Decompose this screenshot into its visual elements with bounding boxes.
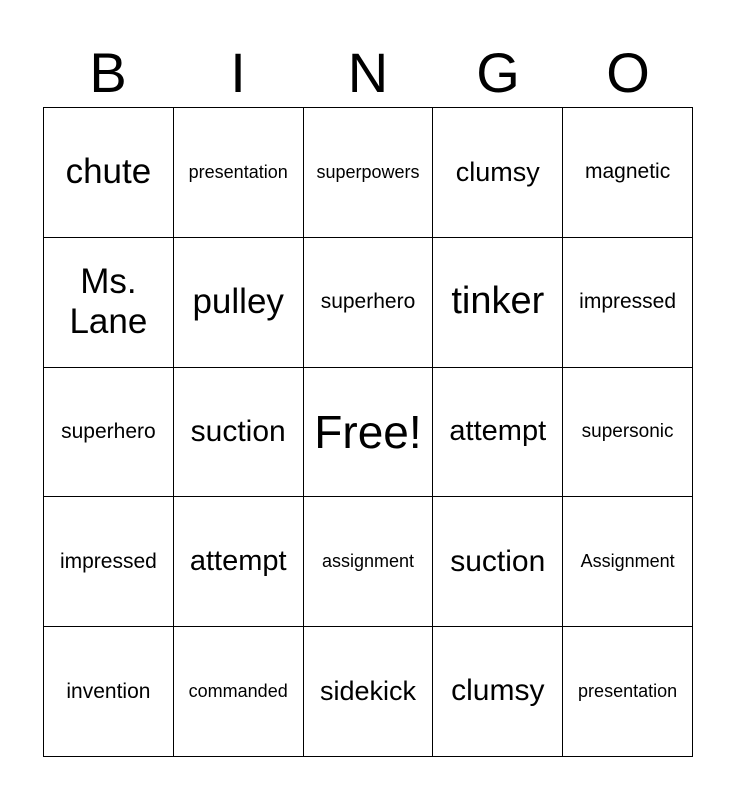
bingo-cell-r5-c5[interactable]: presentation <box>563 627 693 757</box>
bingo-cell-r1-c2[interactable]: presentation <box>174 108 304 238</box>
bingo-cell-r3-c5[interactable]: supersonic <box>563 368 693 498</box>
bingo-cell-r1-c3[interactable]: superpowers <box>304 108 434 238</box>
bingo-cell-r4-c2[interactable]: attempt <box>174 497 304 627</box>
bingo-cell-r4-c1[interactable]: impressed <box>44 497 174 627</box>
bingo-cell-r1-c1[interactable]: chute <box>44 108 174 238</box>
header-letter-g: G <box>476 41 520 104</box>
header-letter-i: I <box>230 41 246 104</box>
bingo-cell-r5-c1[interactable]: invention <box>44 627 174 757</box>
bingo-cell-r5-c2[interactable]: commanded <box>174 627 304 757</box>
bingo-cell-r3-c1[interactable]: superhero <box>44 368 174 498</box>
bingo-cell-r1-c5[interactable]: magnetic <box>563 108 693 238</box>
bingo-cell-r2-c1[interactable]: Ms. Lane <box>44 238 174 368</box>
bingo-cell-r4-c5[interactable]: Assignment <box>563 497 693 627</box>
bingo-cell-r1-c4[interactable]: clumsy <box>433 108 563 238</box>
bingo-cell-r3-c2[interactable]: suction <box>174 368 304 498</box>
bingo-cell-free[interactable]: Free! <box>304 368 434 498</box>
bingo-cell-r5-c3[interactable]: sidekick <box>304 627 434 757</box>
bingo-cell-r2-c5[interactable]: impressed <box>563 238 693 368</box>
bingo-cell-r3-c4[interactable]: attempt <box>433 368 563 498</box>
bingo-cell-r4-c4[interactable]: suction <box>433 497 563 627</box>
header-letter-o: O <box>606 41 650 104</box>
bingo-cell-r2-c3[interactable]: superhero <box>304 238 434 368</box>
bingo-cell-r5-c4[interactable]: clumsy <box>433 627 563 757</box>
header-letter-b: B <box>89 41 127 104</box>
bingo-card-grid <box>43 107 693 757</box>
bingo-header <box>43 40 693 106</box>
bingo-cell-r4-c3[interactable]: assignment <box>304 497 434 627</box>
header-letter-n: N <box>347 41 389 104</box>
bingo-cell-r2-c2[interactable]: pulley <box>174 238 304 368</box>
bingo-cell-r2-c4[interactable]: tinker <box>433 238 563 368</box>
